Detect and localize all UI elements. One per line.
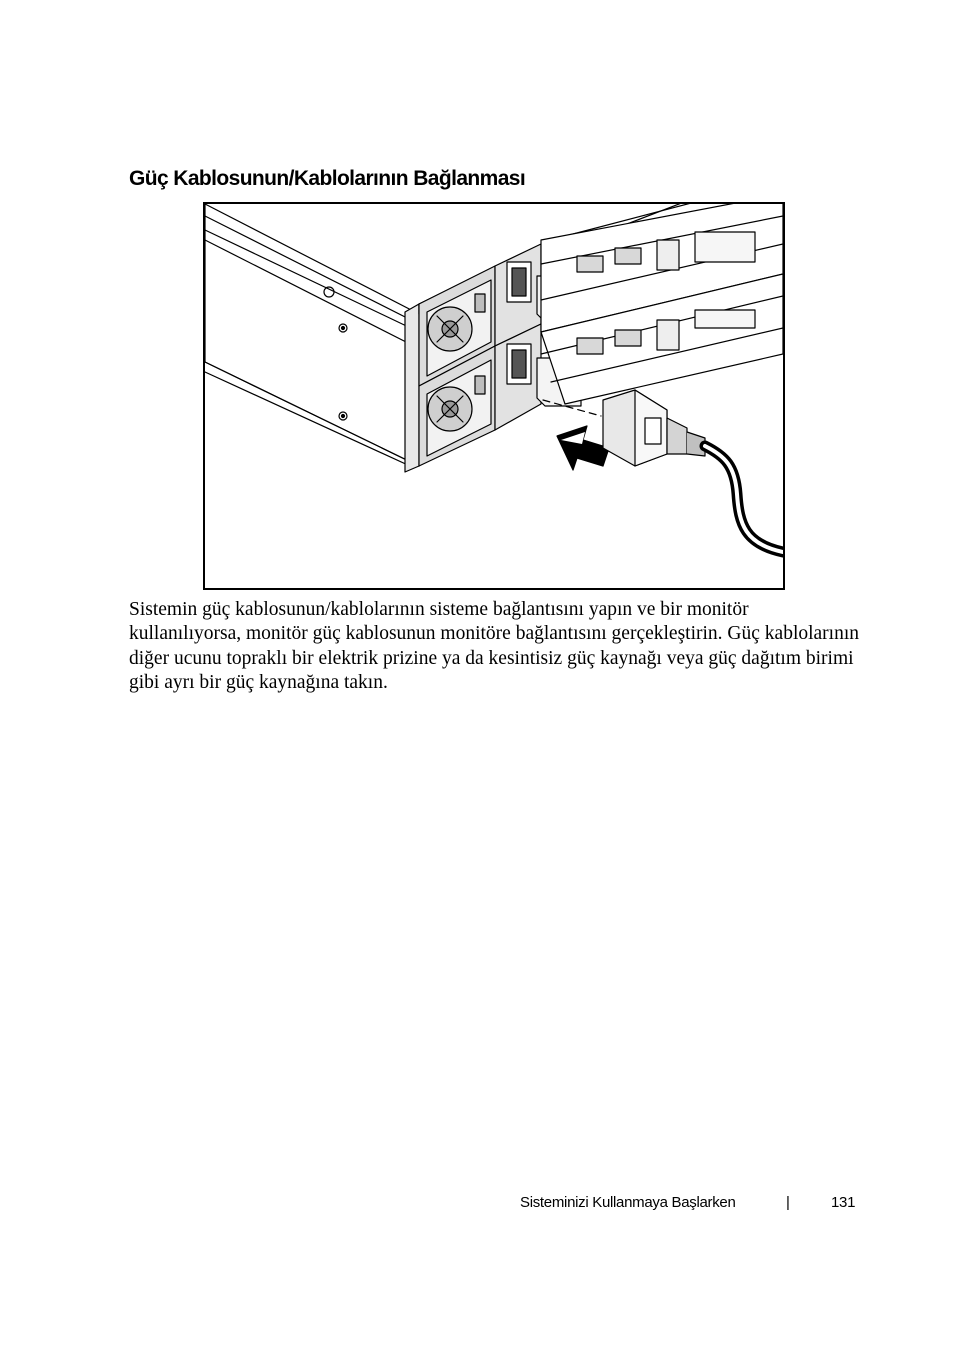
insert-arrow-icon bbox=[557, 426, 609, 470]
page-number: 131 bbox=[831, 1194, 856, 1211]
section-heading: Güç Kablosunun/Kablolarının Bağlanması bbox=[129, 167, 526, 190]
footer-chapter-title: Sisteminizi Kullanmaya Başlarken bbox=[520, 1194, 736, 1211]
rear-io-panel bbox=[541, 204, 783, 404]
footer-separator: | bbox=[786, 1194, 790, 1211]
power-cable-icon bbox=[603, 390, 783, 552]
power-cable-illustration bbox=[203, 202, 785, 590]
body-paragraph: Sistemin güç kablosunun/kablolarının sisteme bağlantısını yapın ve bir monitör kullanılıyorsa, monitör güç kablosunun monitöre bağlantısını gerçekleştirin. Güç kablolarının diğer ucunu topraklı bir elektrik prizine ya da kesintisiz güç kaynağı veya güç dağıtım birimi gibi ayrı bir güç kaynağına takın. bbox=[129, 599, 860, 693]
